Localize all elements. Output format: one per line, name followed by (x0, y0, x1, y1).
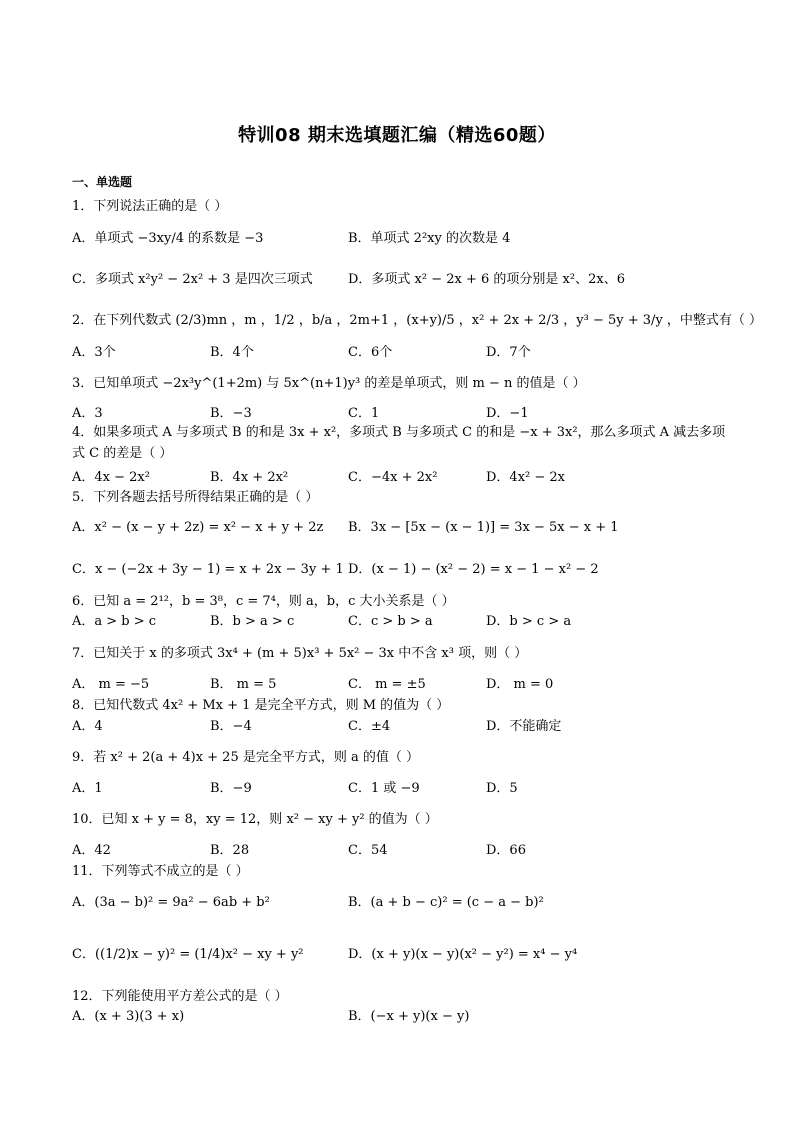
question-12-stem: 12．下列能使用平方差公式的是（ ） (72, 989, 288, 1004)
question-3-option-d: D．−1 (486, 406, 529, 421)
question-11-option-b: B．(a + b − c)² = (c − a − b)² (348, 895, 544, 910)
question-7-stem: 7．已知关于 x 的多项式 3x⁴ + (m + 5)x³ + 5x² − 3x 中不含 x³ 项，则（ ） (72, 646, 528, 661)
question-9-option-d: D．5 (486, 781, 518, 796)
question-4-stem: 4．如果多项式 A 与多项式 B 的和是 3x + x²，多项式 B 与多项式 C 的和是 −x + 3x²，那么多项式 A 减去多项式 C 的差是（ ） (72, 425, 726, 461)
question-9-option-a: A．1 (72, 781, 103, 796)
question-4-option-a: A．4x − 2x² (72, 470, 150, 485)
question-4-option-d: D．4x² − 2x (486, 470, 565, 485)
question-1-option-b: B．单项式 2²xy 的次数是 4 (348, 231, 511, 246)
question-9-option-b: B．−9 (210, 781, 252, 796)
question-10-options (72, 839, 732, 859)
question-6-option-c: C．c > b > a (348, 614, 433, 629)
question-12-option-a: A．(x + 3)(3 + x) (72, 1009, 185, 1024)
question-5-option-d: D．(x − 1) − (x² − 2) = x − 1 − x² − 2 (348, 562, 599, 577)
question-11-options-row-1 (72, 891, 732, 911)
question-4-options (72, 466, 732, 486)
question-1-option-c: C．多项式 x²y² − 2x² + 3 是四次三项式 (72, 272, 313, 287)
question-3-options (72, 402, 732, 422)
question-9-option-c: C．1 或 −9 (348, 781, 420, 796)
question-10-stem: 10．已知 x + y = 8，xy = 12，则 x² − xy + y² 的值为（ ） (72, 812, 438, 827)
question-1-stem: 1．下列说法正确的是（ ） (72, 199, 228, 214)
question-9-stem: 9．若 x² + 2(a + 4)x + 25 是完全平方式，则 a 的值（ ） (72, 750, 420, 765)
question-8-options (72, 715, 732, 735)
question-11-option-c: C．((1/2)x − y)² = (1/4)x² − xy + y² (72, 947, 304, 962)
question-3-option-b: B．−3 (210, 406, 252, 421)
question-5-option-c: C．x − (−2x + 3y − 1) = x + 2x − 3y + 1 (72, 562, 344, 577)
question-6-stem: 6．已知 a = 2¹²，b = 3⁸，c = 7⁴，则 a，b，c 大小关系是（ ） (72, 594, 455, 609)
question-10-option-c: C．54 (348, 843, 388, 858)
question-2-option-d: D．7个 (486, 345, 531, 360)
question-10-option-b: B．28 (210, 843, 250, 858)
question-1-option-a: A．单项式 −3xy/4 的系数是 −3 (72, 231, 264, 246)
question-7-option-c: C． m = ±5 (348, 677, 426, 692)
question-2-option-a: A．3个 (72, 345, 116, 360)
question-5-stem: 5．下列各题去括号所得结果正确的是（ ） (72, 490, 319, 505)
question-10-option-a: A．42 (72, 843, 111, 858)
question-6-option-b: B．b > a > c (210, 614, 295, 629)
question-7-option-b: B． m = 5 (210, 677, 277, 692)
question-7-options (72, 673, 732, 693)
question-3-stem: 3．已知单项式 −2x³y^(1+2m) 与 5x^(n+1)y³ 的差是单项式，则 m − n 的值是（ ） (72, 376, 586, 391)
question-2-options (72, 341, 732, 361)
page-title: 特训08 期末选填题汇编（精选60题） (238, 125, 556, 146)
question-9-options (72, 777, 732, 797)
question-2-option-c: C．6个 (348, 345, 393, 360)
question-5-options-row-1 (72, 516, 732, 536)
question-1-option-d: D．多项式 x² − 2x + 6 的项分别是 x²、2x、6 (348, 272, 625, 287)
question-12-option-b: B．(−x + y)(x − y) (348, 1009, 470, 1024)
question-2-option-b: B．4个 (210, 345, 254, 360)
question-6-option-a: A．a > b > c (72, 614, 157, 629)
question-8-option-b: B．−4 (210, 719, 252, 734)
question-5-option-b: B．3x − [5x − (x − 1)] = 3x − 5x − x + 1 (348, 520, 619, 535)
question-5-options-row-2 (72, 558, 732, 578)
question-8-option-d: D．不能确定 (486, 719, 562, 734)
question-8-option-a: A．4 (72, 719, 103, 734)
question-1-options-row-1 (72, 227, 732, 247)
question-11-option-a: A．(3a − b)² = 9a² − 6ab + b² (72, 895, 270, 910)
question-1-options-row-2 (72, 268, 732, 288)
question-4-option-b: B．4x + 2x² (210, 470, 289, 485)
question-6-option-d: D．b > c > a (486, 614, 572, 629)
question-11-stem: 11．下列等式不成立的是（ ） (72, 864, 249, 879)
question-7-option-a: A． m = −5 (72, 677, 150, 692)
question-5-option-a: A．x² − (x − y + 2z) = x² − x + y + 2z (72, 520, 324, 535)
question-11-option-d: D．(x + y)(x − y)(x² − y²) = x⁴ − y⁴ (348, 947, 578, 962)
question-4-option-c: C．−4x + 2x² (348, 470, 438, 485)
section-heading: 一、单选题 (72, 175, 133, 189)
question-3-option-c: C．1 (348, 406, 380, 421)
question-8-option-c: C．±4 (348, 719, 391, 734)
question-8-stem: 8．已知代数式 4x² + Mx + 1 是完全平方式，则 M 的值为（ ） (72, 698, 450, 713)
question-6-options (72, 610, 732, 630)
question-12-options (72, 1005, 732, 1025)
question-2-stem: 2．在下列代数式 (2/3)mn ，m ，1/2 ，b/a ，2m+1 ，(x+y)/5 ，x² + 2x + 2/3 ，y³ − 5y + 3/y ，中整式有（ ） (72, 313, 763, 328)
question-3-option-a: A．3 (72, 406, 103, 421)
question-10-option-d: D．66 (486, 843, 526, 858)
question-11-options-row-2 (72, 943, 732, 963)
question-7-option-d: D． m = 0 (486, 677, 554, 692)
